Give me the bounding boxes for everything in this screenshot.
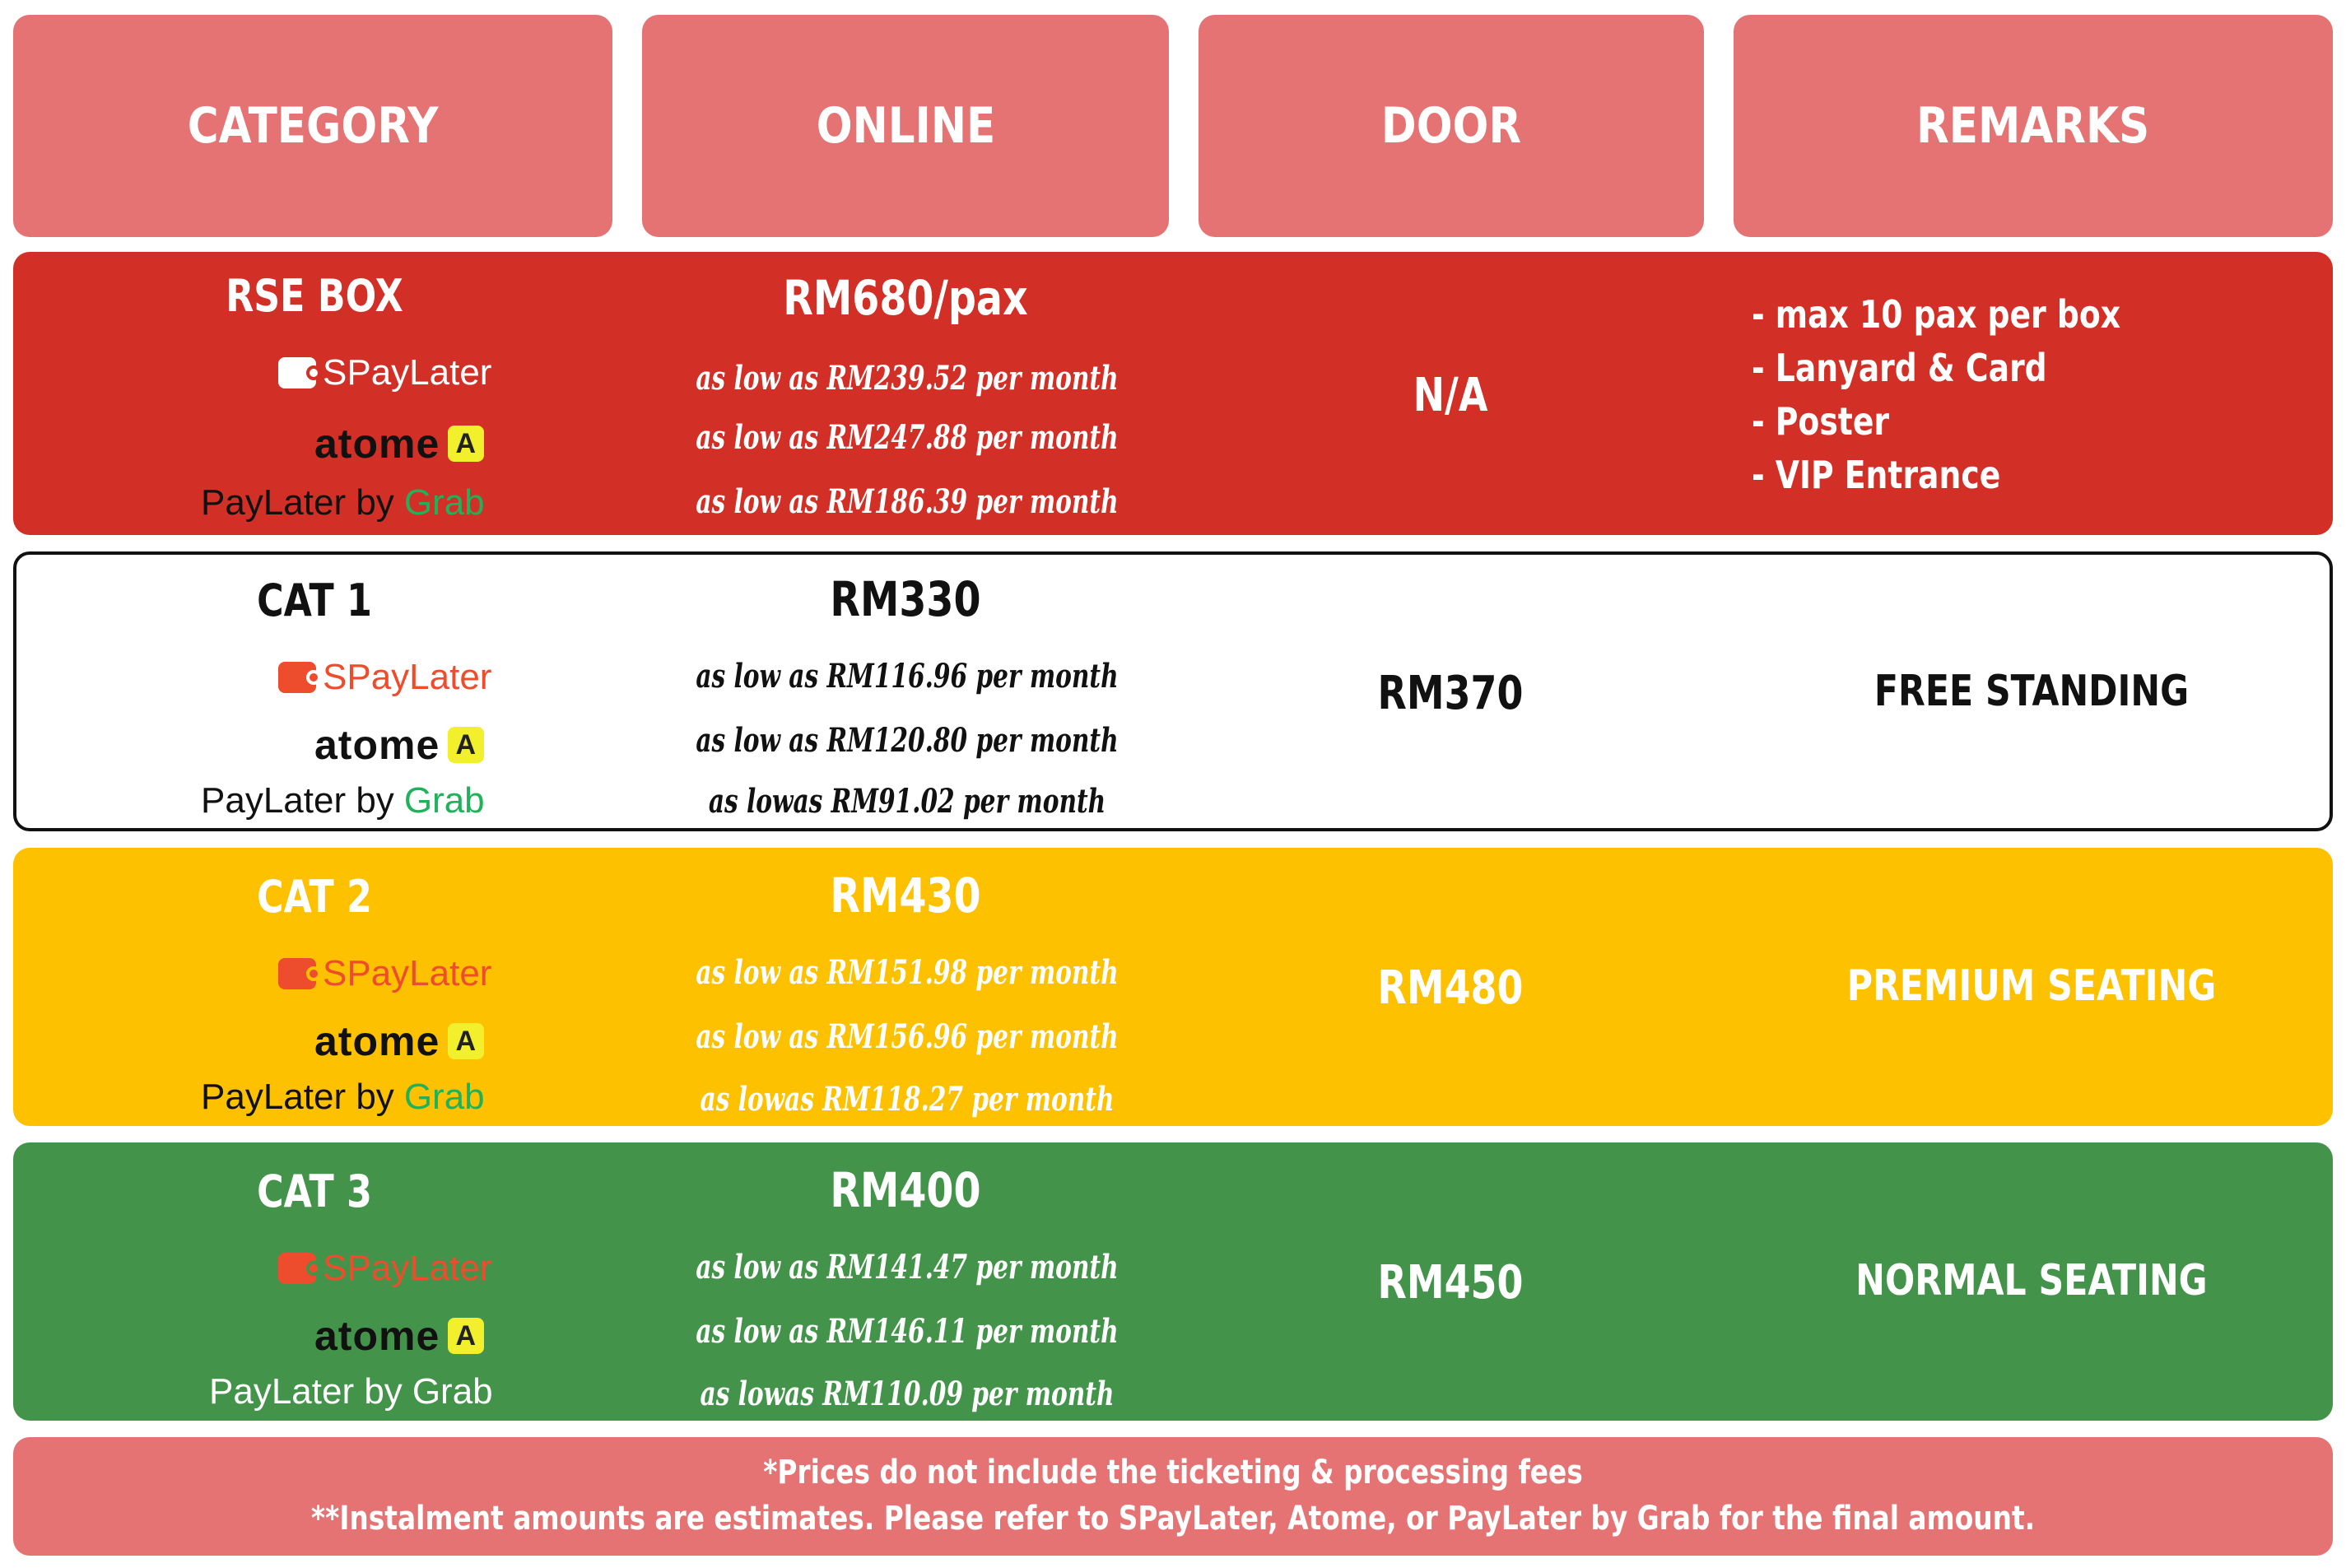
grab-text: Grab: [403, 780, 485, 821]
instalment-grab: as lowas RM118.27 per month: [700, 1080, 1115, 1119]
instalment-spaylater: as low as RM116.96 per month: [696, 657, 1119, 696]
atome-icon: A: [448, 1023, 484, 1059]
instalment-atome: as low as RM146.11 per month: [696, 1312, 1119, 1351]
remark-item: - Lanyard & Card: [1752, 346, 2047, 390]
remark-item: - VIP Entrance: [1752, 453, 2001, 497]
spaylater-logo: [278, 1248, 491, 1289]
atome-text: atome: [314, 722, 440, 768]
spaylater-text: SPayLater: [323, 657, 492, 697]
grab-prefix-text: PayLater by: [209, 1371, 403, 1412]
grab-prefix-text: PayLater by: [201, 482, 394, 523]
instalment-atome: as low as RM247.88 per month: [696, 418, 1119, 457]
spaylater-text: SPayLater: [323, 953, 492, 993]
grab-paylater-logo: [209, 1371, 493, 1412]
header-door-label: DOOR: [1380, 97, 1522, 155]
header-door: [1199, 15, 1704, 237]
wallet-icon: [278, 662, 316, 693]
instalment-spaylater: as low as RM151.98 per month: [696, 953, 1119, 992]
instalment-atome: as low as RM120.80 per month: [696, 721, 1119, 760]
wallet-icon: [278, 357, 316, 389]
instalment-atome: as low as RM156.96 per month: [696, 1017, 1119, 1056]
door-price: RM480: [1377, 961, 1524, 1015]
wallet-icon: [278, 1253, 316, 1284]
spaylater-logo: [278, 352, 491, 393]
atome-text: atome: [314, 1313, 440, 1359]
atome-icon: A: [448, 426, 484, 462]
atome-logo: [314, 1312, 484, 1360]
header-category: [13, 15, 612, 237]
grab-prefix-text: PayLater by: [201, 780, 394, 821]
remarks-text: NORMAL SEATING: [1855, 1256, 2208, 1305]
spaylater-text: SPayLater: [323, 352, 492, 393]
door-price: N/A: [1413, 369, 1488, 422]
category-label: CAT 2: [257, 871, 372, 923]
grab-text: Grab: [412, 1371, 493, 1412]
atome-logo: [314, 1017, 484, 1065]
online-price: RM330: [830, 571, 981, 627]
remarks-text: FREE STANDING: [1874, 667, 2190, 716]
category-label: CAT 1: [257, 575, 372, 626]
remark-item: - max 10 pax per box: [1752, 292, 2121, 337]
spaylater-logo: [278, 953, 491, 994]
header-online-label: ONLINE: [816, 97, 995, 155]
instalment-grab: as lowas RM91.02 per month: [708, 782, 1106, 821]
grab-paylater-logo: [201, 780, 485, 821]
spaylater-text: SPayLater: [323, 1248, 492, 1288]
header-online: [642, 15, 1169, 237]
online-price: RM430: [830, 868, 981, 924]
instalment-spaylater: as low as RM239.52 per month: [696, 359, 1119, 398]
online-price: RM680/pax: [783, 270, 1028, 326]
category-label: CAT 3: [257, 1166, 372, 1217]
door-price: RM370: [1377, 667, 1524, 720]
instalment-spaylater: as low as RM141.47 per month: [696, 1248, 1119, 1287]
header-category-label: CATEGORY: [187, 97, 439, 155]
footnote-instalments: **Instalment amounts are estimates. Please refer to SPayLater, Atome, or PayLater by Grab for the final amount.: [310, 1500, 2036, 1538]
atome-text: atome: [314, 421, 440, 467]
wallet-icon: [278, 958, 316, 989]
instalment-grab: as low as RM186.39 per month: [696, 482, 1119, 521]
remarks-list: [1752, 288, 2120, 502]
footnote-fees: *Prices do not include the ticketing & processing fees: [763, 1454, 1583, 1491]
atome-logo: [314, 420, 484, 468]
remark-item: - Poster: [1752, 399, 1890, 444]
grab-text: Grab: [403, 1077, 485, 1117]
grab-prefix-text: PayLater by: [201, 1077, 394, 1117]
remarks-text: PREMIUM SEATING: [1846, 961, 2217, 1011]
atome-icon: A: [448, 1318, 484, 1354]
header-remarks: [1734, 15, 2333, 237]
atome-text: atome: [314, 1018, 440, 1064]
header-remarks-label: REMARKS: [1916, 97, 2150, 155]
atome-icon: A: [448, 727, 484, 763]
grab-text: Grab: [403, 482, 485, 523]
online-price: RM400: [830, 1162, 981, 1218]
grab-paylater-logo: [201, 1077, 485, 1118]
spaylater-logo: [278, 657, 491, 698]
atome-logo: [314, 721, 484, 769]
door-price: RM450: [1377, 1256, 1524, 1310]
grab-paylater-logo: [201, 482, 485, 523]
instalment-grab: as lowas RM110.09 per month: [700, 1375, 1115, 1413]
category-label: RSE BOX: [226, 270, 403, 322]
